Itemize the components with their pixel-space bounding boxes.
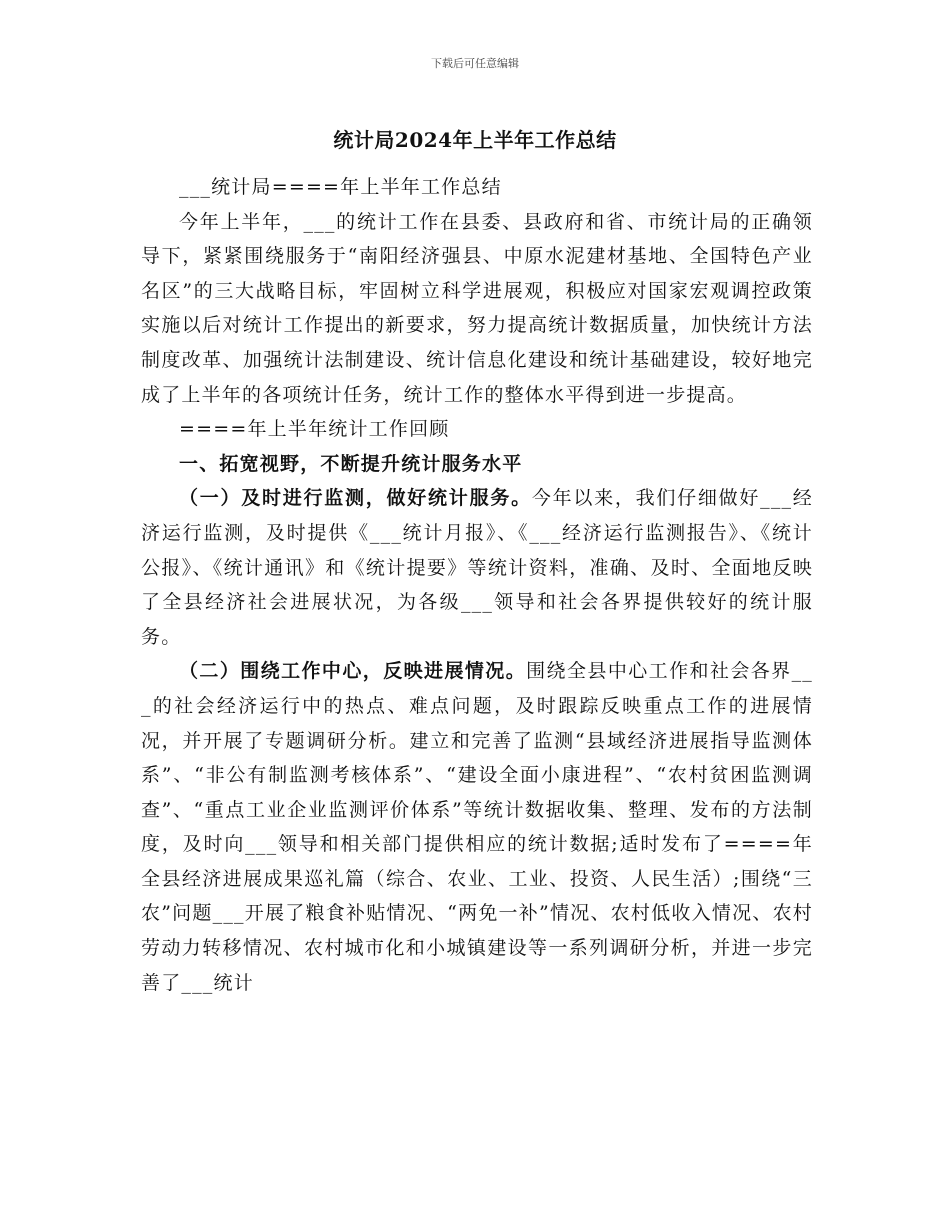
document-body (141, 170, 813, 1000)
document-title: 统计局2024年上半年工作总结 (333, 128, 617, 152)
subtitle-paragraph: ___统计局====年上半年工作总结 (179, 176, 502, 198)
paragraph-1 (141, 481, 813, 654)
header-note: 下载后可任意编辑 (431, 57, 519, 70)
intro-paragraph: 今年上半年，___的统计工作在县委、县政府和省、市统计局的正确领导下，紧紧围绕服务于“南阳经济强县、中原水泥建材基地、全国特色产业名区”的三大战略目标，牢固树立科学进展观，积极应对国家宏观调控政策实施以后对统计工作提出的新要求，努力提高统计数据质量，加快统计方法制度改革、加强统计法制建设、统计信息化建设和统计基础建设，较好地完成了上半年的各项统计任务，统计工作的整体水平得到进一步提高。 (141, 210, 813, 406)
paragraph-2 (141, 654, 813, 1000)
section-heading-1: 一、拓宽视野，不断提升统计服务水平 (179, 452, 523, 475)
paragraph-1-lead: （一）及时进行监测，做好统计服务。 (179, 487, 532, 510)
paragraph-2-lead: （二）围绕工作中心，反映进展情况。 (179, 660, 527, 683)
paragraph-2-text: 围绕全县中心工作和社会各界___的社会经济运行中的热点、难点问题，及时跟踪反映重点工作的进展情况，并开展了专题调研分析。建立和完善了监测“县域经济进展指导监测体系”、“非公有制监测考核体系”、“建设全面小康进程”、“农村贫困监测调查”、“重点工业企业监测评价体系”等统计数据收集、整理、发布的方法制度，及时向___领导和相关部门提供相应的统计数据;适时发布了====年全县经济进展成果巡礼篇（综合、农业、工业、投资、人民生活）;围绕“三农”问题___开展了粮食补贴情况、“两免一补”情况、农村低收入情况、农村劳动力转移情况、农村城市化和小城镇建设等一系列调研分析，并进一步完善了___统计 (141, 660, 813, 994)
paragraph-1-text: 今年以来，我们仔细做好___经济运行监测，及时提供《___统计月报》、《___经济运行监测报告》、《统计公报》、《统计通讯》和《统计提要》等统计资料，准确、及时、全面地反映了全县经济社会进展状况，为各级___领导和社会各界提供较好的统计服务。 (141, 487, 813, 648)
review-heading: ====年上半年统计工作回顾 (179, 418, 450, 441)
